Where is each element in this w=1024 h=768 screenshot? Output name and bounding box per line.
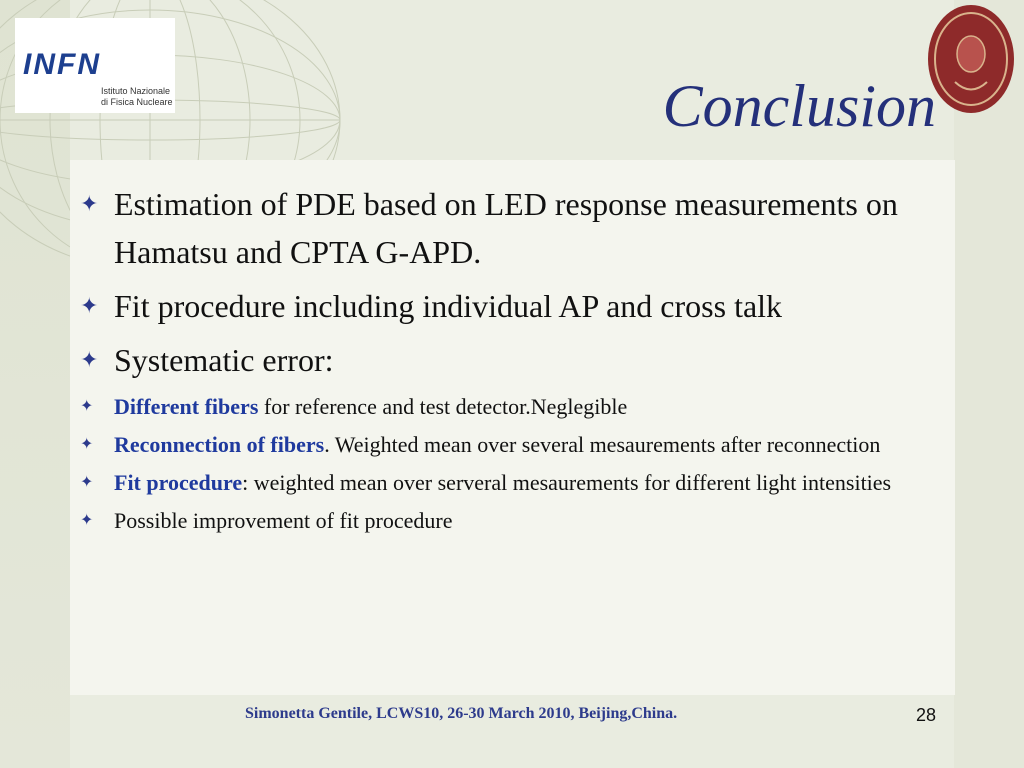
bullet-item: [80, 466, 920, 499]
footer-text: Simonetta Gentile, LCWS10, 26-30 March 2010, Beijing,China.: [245, 705, 678, 722]
bullet-star-icon: ✦: [80, 436, 94, 453]
infn-logo-text: [101, 86, 181, 108]
bullet-star-icon: ✦: [80, 474, 94, 491]
bullet-item: [80, 282, 920, 330]
bullet-star-icon: ✦: [80, 347, 99, 372]
university-seal-logo: [925, 2, 1017, 117]
bullet-highlight: Different fibers: [114, 394, 259, 419]
infn-logo: [15, 18, 175, 113]
bullet-text: Possible improvement of fit procedure: [114, 508, 453, 533]
bullet-highlight: Fit procedure: [114, 470, 243, 495]
bullet-text: Fit procedure including individual AP and cross talk: [114, 288, 783, 324]
infn-text-line-2: di Fisica Nucleare: [101, 97, 173, 107]
bullet-item: [80, 428, 920, 461]
bullet-star-icon: ✦: [80, 293, 99, 318]
bullet-text: Estimation of PDE based on LED response measurements on Hamatsu and CPTA G-APD.: [114, 186, 898, 270]
bullet-text: : weighted mean over serveral mesaurements for different light intensities: [242, 470, 892, 495]
page-number: 28: [916, 705, 937, 725]
bullet-star-icon: ✦: [80, 191, 99, 216]
bullet-item: [80, 504, 920, 537]
slide-title: Conclusion: [662, 73, 936, 139]
bullet-highlight: Reconnection of fibers: [114, 432, 325, 457]
bullet-item: [80, 390, 920, 423]
bullet-item: [80, 180, 920, 276]
bullet-item: [80, 336, 920, 384]
infn-text-line-1: Istituto Nazionale: [101, 86, 171, 96]
bullet-text: for reference and test detector.Neglegible: [258, 394, 628, 419]
bullet-list: [80, 180, 920, 542]
bullet-text: Systematic error:: [114, 342, 334, 378]
bullet-star-icon: ✦: [80, 398, 94, 415]
infn-logo-mark: INFN: [23, 48, 101, 81]
bullet-text: . Weighted mean over several mesaurements after reconnection: [324, 432, 881, 457]
bullet-star-icon: ✦: [80, 512, 94, 529]
